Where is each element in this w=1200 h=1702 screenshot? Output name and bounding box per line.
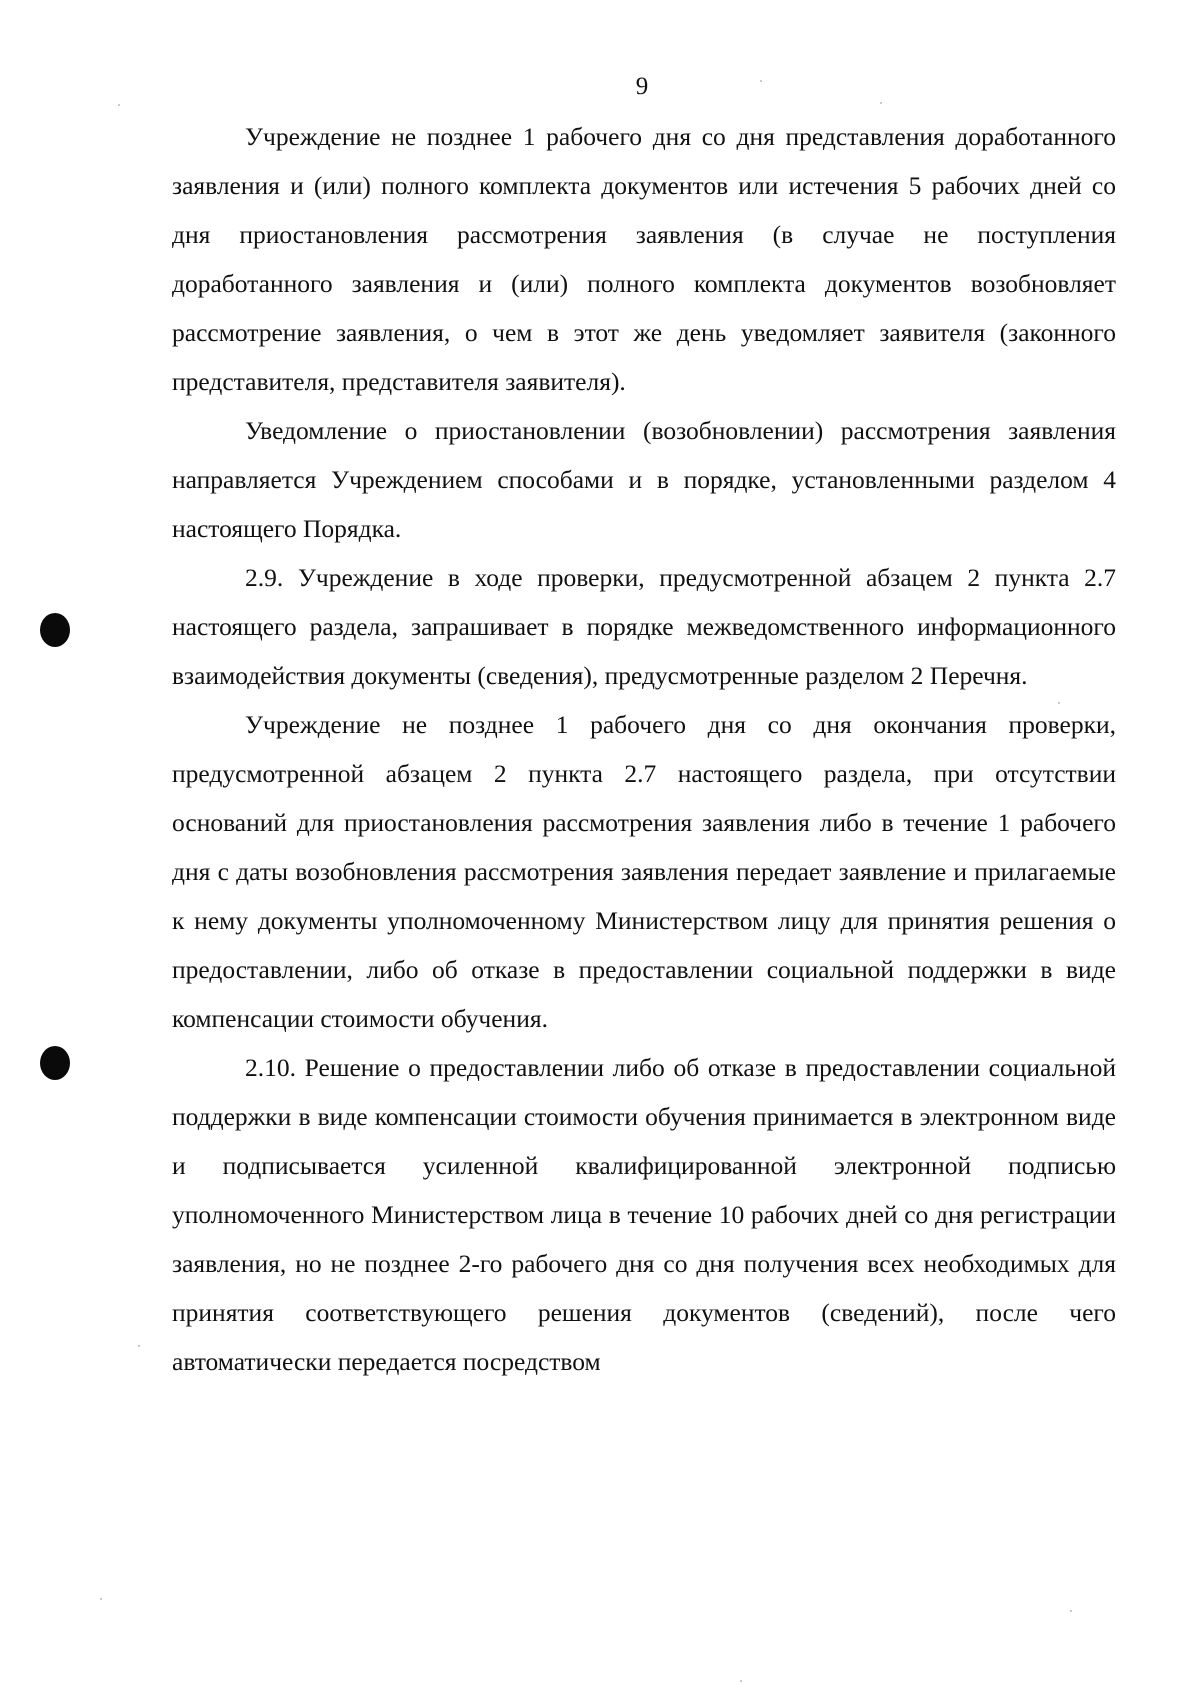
scan-speck — [1070, 1610, 1072, 1612]
paragraph-transfer-to-minister: Учреждение не позднее 1 рабочего дня со дня окончания проверки, предусмотренной абзацем 2 пункта 2.7 настоящего раздела, при отсутствии оснований для приостановления рассмотрения заявления либо в течение 1 рабочего дня с даты возобновления рассмотрения заявления передает заявление и прилагаемые к нему документы уполномоченному Министерством лицу для принятия решения о предоставлении, либо об отказе в предоставлении социальной поддержки в виде компенсации стоимости обучения. — [172, 710, 1116, 1033]
paragraph-notification: Уведомление о приостановлении (возобновлении) рассмотрения заявления направляется Учреждением способами и в порядке, установленными разделом 4 настоящего Порядка. — [172, 416, 1116, 543]
punch-hole-mark — [40, 613, 70, 647]
page-number: 9 — [635, 73, 649, 100]
punch-hole-mark — [40, 1046, 70, 1080]
scan-speck — [138, 1345, 140, 1347]
scan-speck — [1058, 702, 1060, 704]
paragraph-2-9: 2.9. Учреждение в ходе проверки, предусмотренной абзацем 2 пункта 2.7 настоящего раздела, запрашивает в порядке межведомственного информационного взаимодействия документы (сведения), предусмотренные разделом 2 Перечня. — [172, 563, 1116, 690]
paragraph-2-10: 2.10. Решение о предоставлении либо об отказе в предоставлении социальной поддержки в виде компенсации стоимости обучения принимается в электронном виде и подписывается усиленной квалифицированной электронной подписью уполномоченного Министерством лица в течение 10 рабочих дней со дня регистрации заявления, но не позднее 2-го рабочего дня со дня получения всех необходимых для принятия соответствующего решения документов (сведений), после чего автоматически передается посредством — [172, 1053, 1116, 1376]
scan-speck — [740, 1680, 742, 1682]
scan-speck — [880, 102, 882, 104]
document-body — [172, 112, 1116, 1386]
scan-speck — [118, 104, 120, 106]
paragraph-resume-review: Учреждение не позднее 1 рабочего дня со дня представления доработанного заявления и (или) полного комплекта документов или истечения 5 рабочих дней со дня приостановления рассмотрения заявления (в случае не поступления доработанного заявления и (или) полного комплекта документов возобновляет рассмотрение заявления, о чем в этот же день уведомляет заявителя (законного представителя, представителя заявителя). — [172, 122, 1116, 396]
scan-speck — [100, 1598, 102, 1600]
scan-speck — [760, 80, 762, 82]
